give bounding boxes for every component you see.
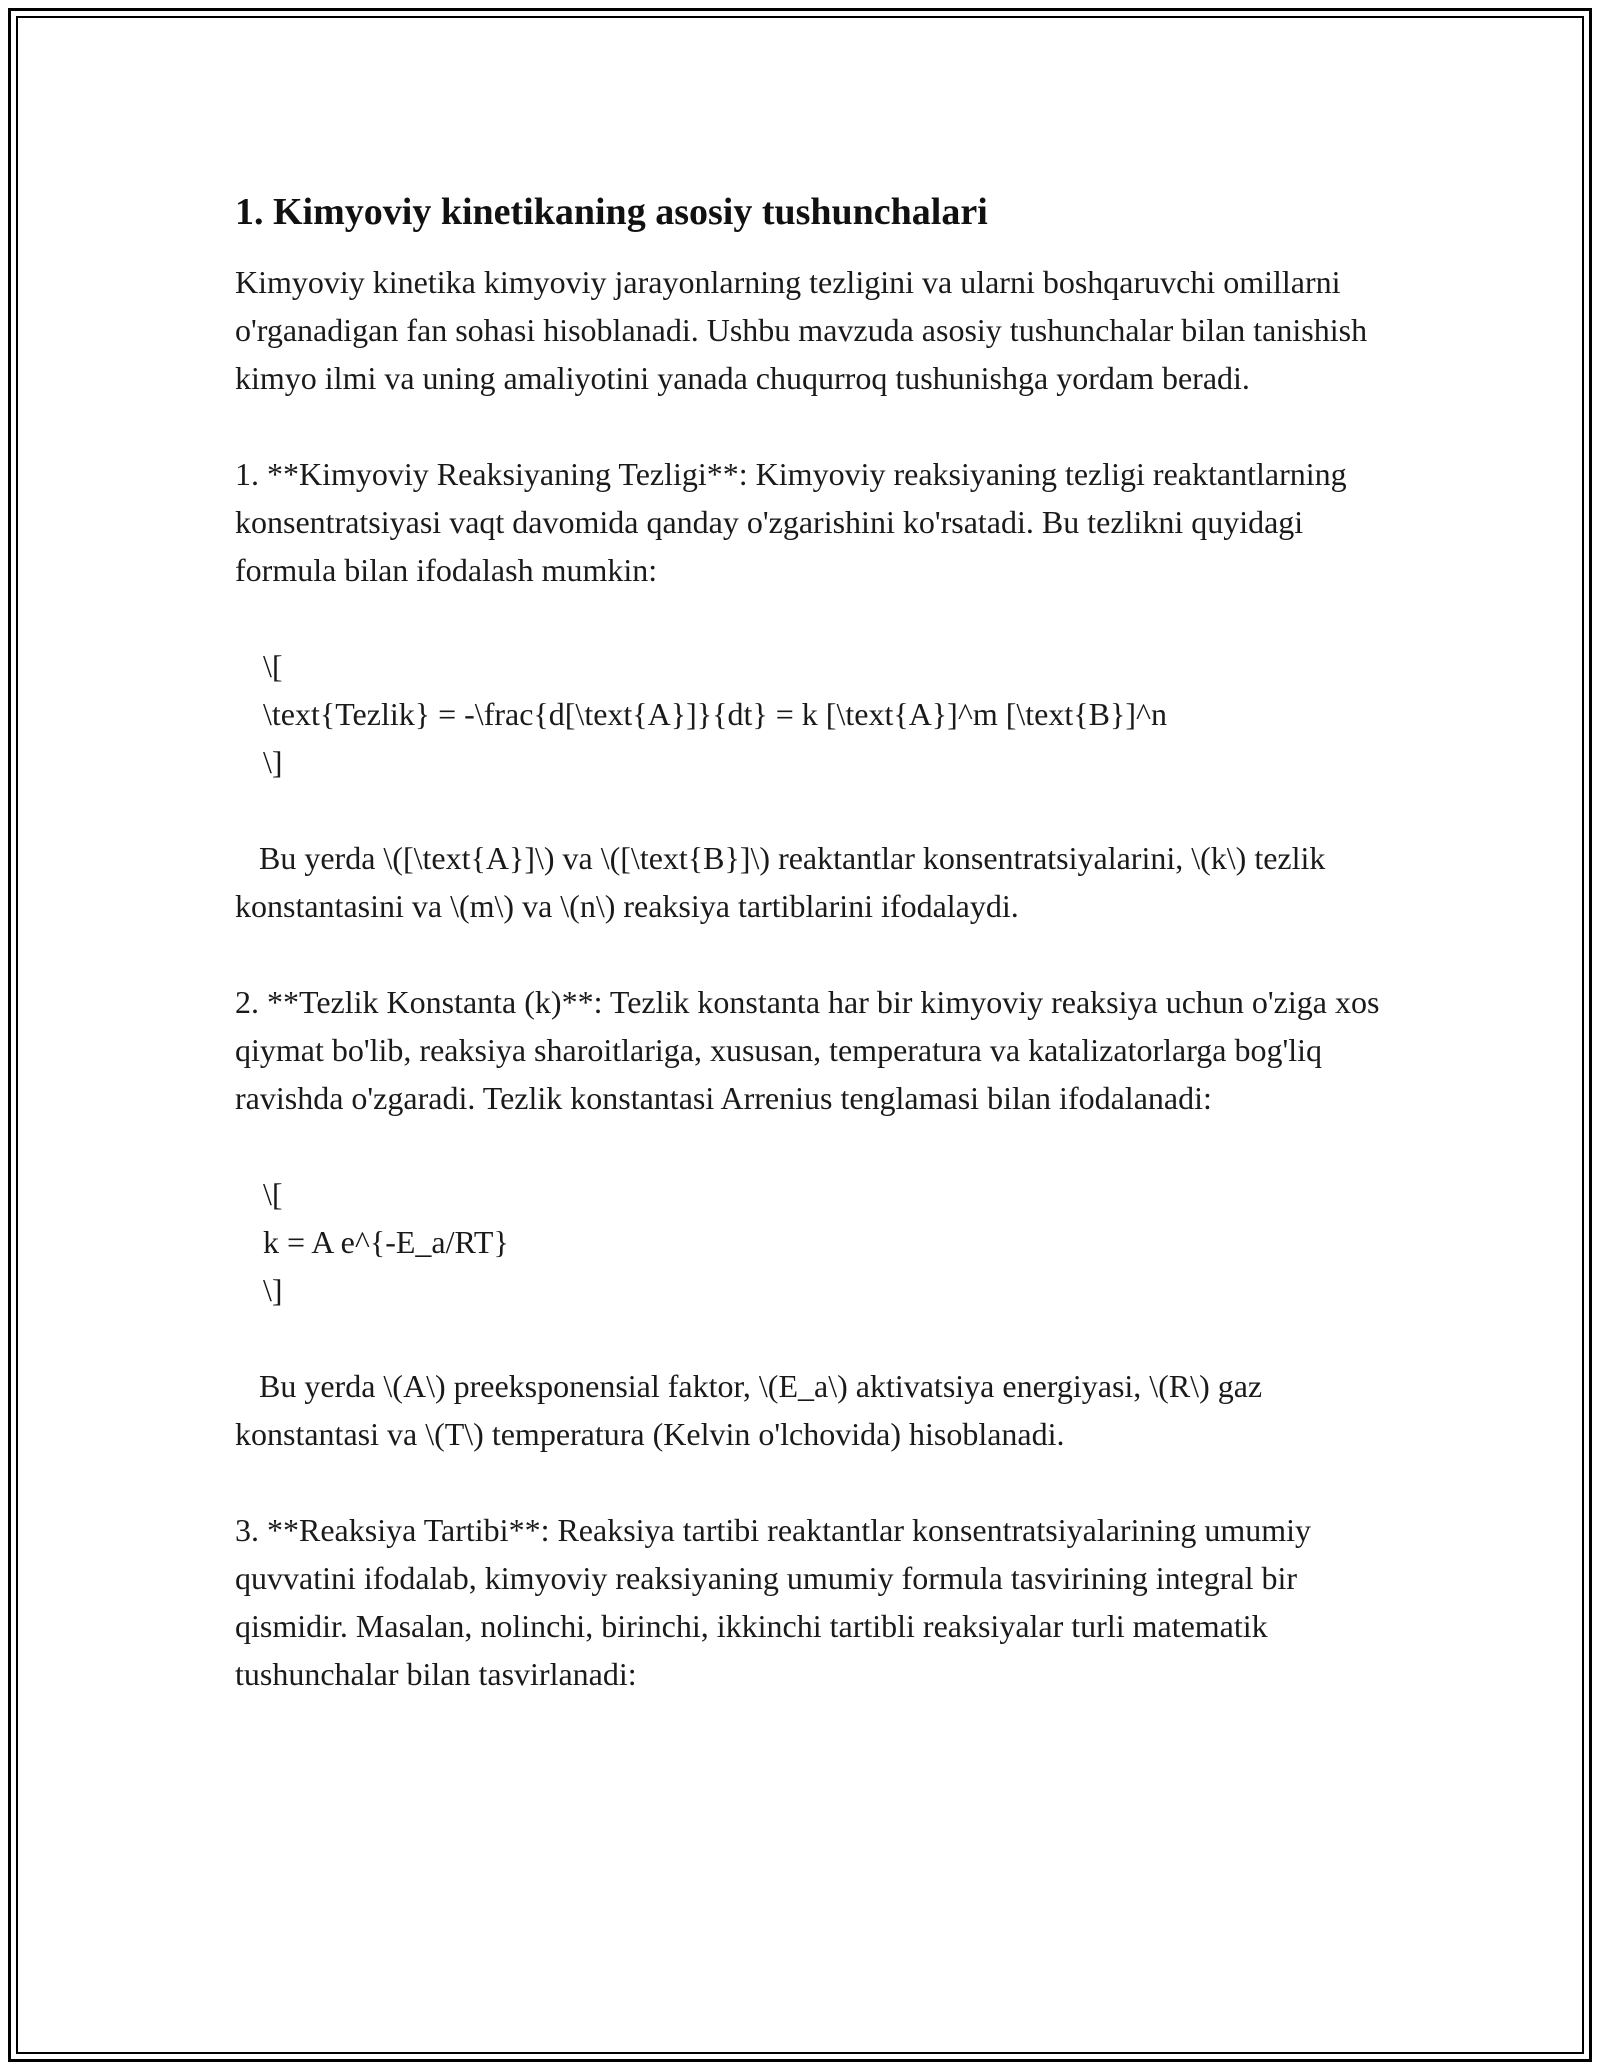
item-2-paragraph: 2. **Tezlik Konstanta (k)**: Tezlik konstanta har bir kimyoviy reaksiya uchun o'ziga xos qiymat bo'lib, reaksiya sharoitlariga, xususan, temperatura va katalizatorlarga bog'liq ravishda o'zgaradi. Tezlik konstantasi Arrenius tenglamasi bilan ifodalanadi: (235, 983, 1388, 1116)
item-1-explanation: Bu yerda \([\text{A}]\) va \([\text{B}]\) reaktantlar konsentratsiyalarini, \(k\) tezlik konstantasini va \(m\) va \(n\) reaksiya tartiblarini ifodalaydi. (235, 839, 1334, 924)
document-body (235, 184, 1388, 1698)
item-1-formula-open: \[ (263, 647, 283, 684)
intro-paragraph: Kimyoviy kinetika kimyoviy jarayonlarning tezligini va ularni boshqaruvchi omillarni o'rganadigan fan sohasi hisoblanadi. Ushbu mavzuda asosiy tushunchalar bilan tanishish kimyo ilmi va uning amaliyotini yanada chuqurroq tushunishga yordam beradi. (235, 263, 1376, 396)
section-heading: 1. Kimyoviy kinetikaning asosiy tushunchalari (235, 191, 988, 233)
item-2-formula: k = A e^{-E_a/RT} (263, 1223, 509, 1260)
item-1-paragraph: 1. **Kimyoviy Reaksiyaning Tezligi**: Kimyoviy reaksiyaning tezligi reaktantlarning konsentratsiyasi vaqt davomida qanday o'zgarishini ko'rsatadi. Bu tezlikni quyidagi formula bilan ifodalash mumkin: (235, 455, 1355, 588)
spacer (235, 402, 1385, 450)
spacer (235, 1122, 1385, 1170)
spacer (235, 930, 1385, 978)
item-2-formula-open: \[ (263, 1175, 283, 1212)
item-3-paragraph: 3. **Reaksiya Tartibi**: Reaksiya tartibi reaktantlar konsentratsiyalarining umumiy quvvatini ifodalab, kimyoviy reaksiyaning umumiy formula tasvirining integral bir qismidir. Masalan, nolinchi, birinchi, ikkinchi tartibli reaksiyalar turli matematik tushunchalar bilan tasvirlanadi: (235, 1511, 1320, 1692)
spacer (235, 594, 1385, 642)
item-2-explanation: Bu yerda \(A\) preeksponensial faktor, \(E_a\) aktivatsiya energiyasi, \(R\) gaz konstantasi va \(T\) temperatura (Kelvin o'lchovida) hisoblanadi. (235, 1367, 1271, 1452)
spacer (235, 786, 1385, 834)
item-2-formula-close: \] (263, 1271, 283, 1308)
item-1-formula: \text{Tezlik} = -\frac{d[\text{A}]}{dt} = k [\text{A}]^m [\text{B}]^n (263, 695, 1167, 732)
spacer (235, 1458, 1385, 1506)
spacer (235, 1314, 1385, 1362)
item-1-formula-close: \] (263, 743, 283, 780)
